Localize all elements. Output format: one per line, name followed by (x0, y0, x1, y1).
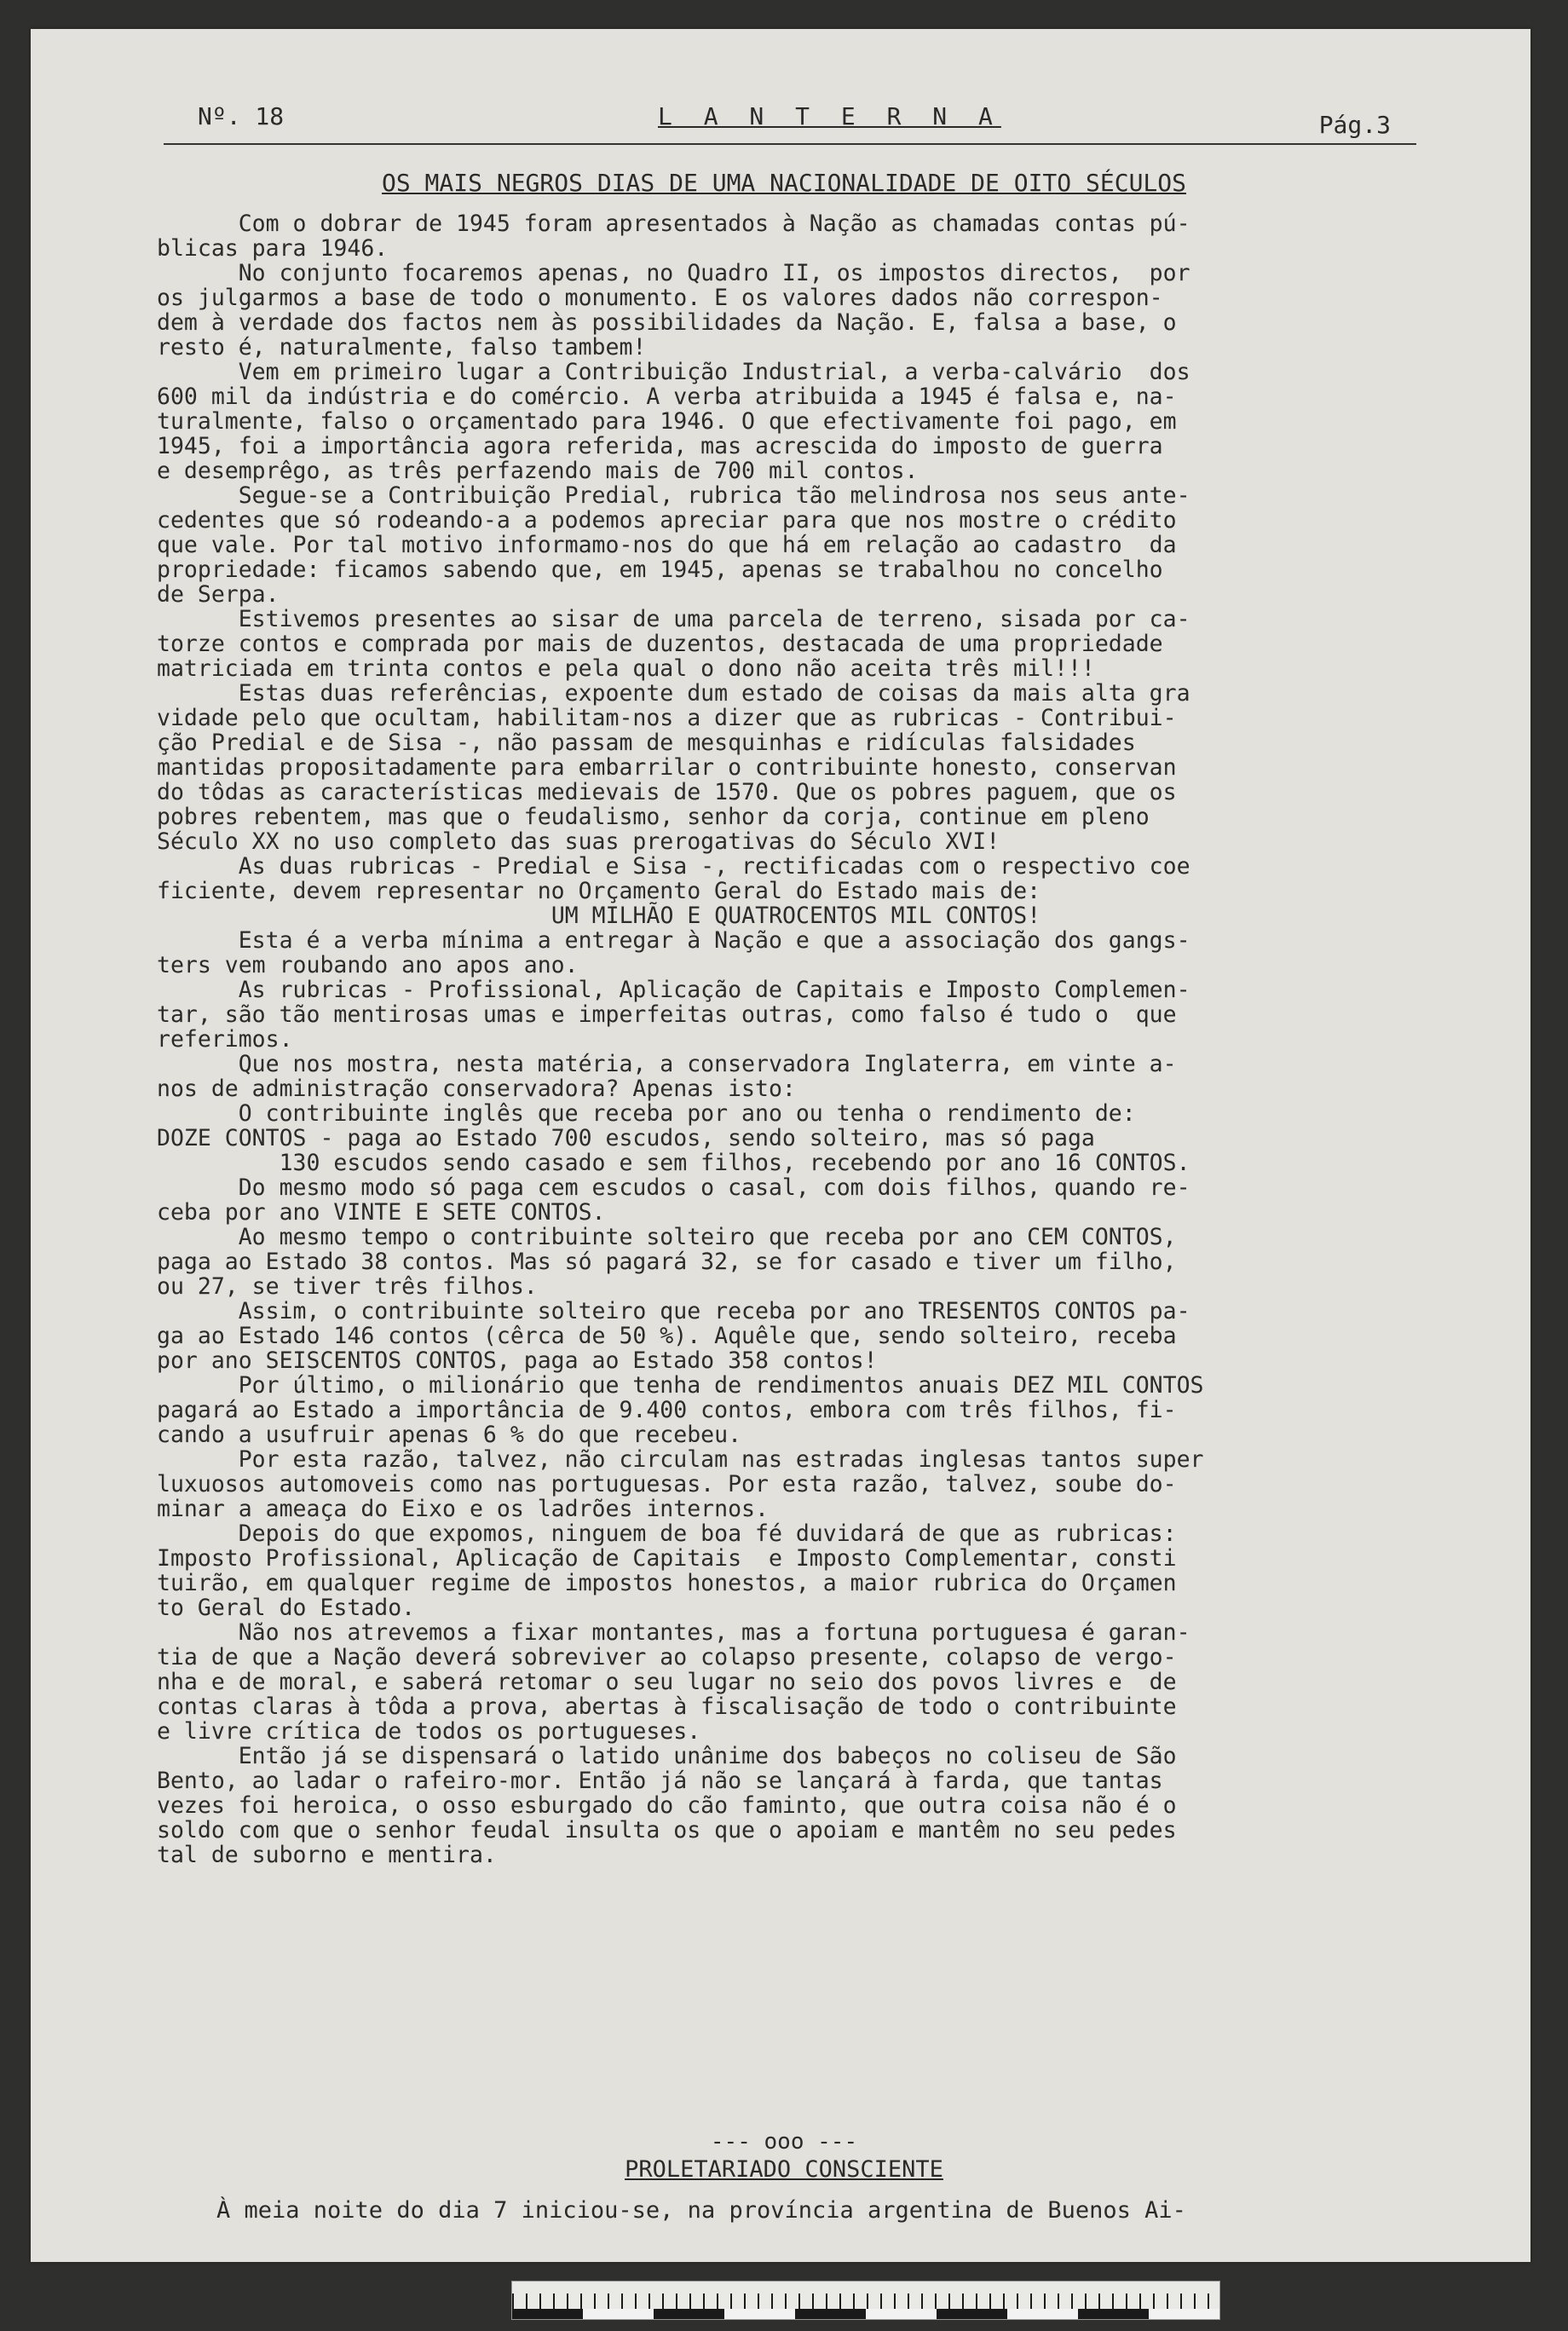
article-line: nos de administração conservadora? Apenas isto: (157, 1076, 796, 1102)
article-line: Estas duas referências, expoente dum estado de coisas da mais alta gra (157, 680, 1190, 707)
article-line: Com o dobrar de 1945 foram apresentados à Nação as chamadas contas pú- (157, 211, 1190, 237)
article-line: ceba por ano VINTE E SETE CONTOS. (157, 1199, 606, 1226)
article-line: to Geral do Estado. (157, 1595, 416, 1621)
article-line: tar, são tão mentirosas umas e imperfeitas outras, como falso é tudo o que (157, 1001, 1177, 1028)
article-line: mantidas propositadamente para embarrilar o contribuinte honesto, conservan (157, 754, 1177, 781)
article-body (157, 211, 1435, 1867)
article-line: resto é, naturalmente, falso tambem! (157, 334, 647, 361)
article-line: e desemprêgo, as três perfazendo mais de 700 mil contos. (157, 458, 919, 484)
article-line: 600 mil da indústria e do comércio. A verba atribuida a 1945 é falsa e, na- (157, 384, 1177, 410)
article-line: nha e de moral, e saberá retomar o seu lugar no seio dos povos livres e de (157, 1669, 1177, 1695)
article-line: Então já se dispensará o latido unânime dos babeços no coliseu de São (157, 1743, 1177, 1769)
article-line: blicas para 1946. (157, 235, 389, 262)
article-line: matriciada em trinta contos e pela qual o dono não aceita três mil!!! (157, 655, 1095, 682)
header-rule (164, 143, 1416, 145)
article-line: Estivemos presentes ao sisar de uma parcela de terreno, sisada por ca- (157, 606, 1190, 632)
article-line: Não nos atrevemos a fixar montantes, mas a fortuna portuguesa é garan- (157, 1619, 1190, 1646)
article-line: Do mesmo modo só paga cem escudos o casal, com dois filhos, quando re- (157, 1174, 1190, 1201)
article-line: ficiente, devem representar no Orçamento Geral do Estado mais de: (157, 878, 1041, 904)
article-line: vidade pelo que ocultam, habilitam-nos a dizer que as rubricas - Contribui- (157, 705, 1177, 731)
article-line: luxuosos automoveis como nas portuguesas. Por esta razão, talvez, soube do- (157, 1471, 1177, 1497)
article-line: Esta é a verba mínima a entregar à Nação e que a associação dos gangs- (157, 927, 1190, 954)
article-line: que vale. Por tal motivo informamo-nos do que há em relação ao cadastro da (157, 532, 1177, 558)
article-line: os julgarmos a base de todo o monumento. E os valores dados não correspon- (157, 285, 1163, 311)
article-line: minar a ameaça do Eixo e os ladrões internos. (157, 1496, 769, 1522)
article-line: Segue-se a Contribuição Predial, rubrica tão melindrosa nos seus ante- (157, 482, 1190, 509)
article-line: contas claras à tôda a prova, abertas à fiscalisação de todo o contribuinte (157, 1693, 1177, 1720)
article-line: pobres rebentem, mas que o feudalismo, senhor da corja, continue em pleno (157, 804, 1150, 830)
article-line: Que nos mostra, nesta matéria, a conservadora Inglaterra, em vinte a- (157, 1051, 1177, 1077)
article-line: Por esta razão, talvez, não circulam nas estradas inglesas tantos super (157, 1446, 1204, 1473)
article-line: do tôdas as características medievais de 1570. Que os pobres paguem, que os (157, 779, 1177, 805)
scale-ruler (511, 2281, 1220, 2320)
article-line: turalmente, falso o orçamentado para 1946. O que efectivamente foi pago, em (157, 408, 1177, 435)
article-line: 130 escudos sendo casado e sem filhos, recebendo por ano 16 CONTOS. (157, 1150, 1190, 1176)
article-line: tuirão, em qualquer regime de impostos honestos, a maior rubrica do Orçamen (157, 1570, 1177, 1596)
article-line: Depois do que expomos, ninguem de boa fé duvidará de que as rubricas: (157, 1520, 1177, 1547)
article-line: UM MILHÃO E QUATROCENTOS MIL CONTOS! (551, 903, 1041, 929)
section-separator: --- ooo --- (710, 2129, 858, 2155)
article-line: ção Predial e de Sisa -, não passam de mesquinhas e ridículas falsidades (157, 730, 1136, 756)
article-line: Vem em primeiro lugar a Contribuição Industrial, a verba-calvário dos (157, 359, 1190, 385)
article-line: As duas rubricas - Predial e Sisa -, rectificadas com o respectivo coe (157, 853, 1190, 880)
article-line: ters vem roubando ano apos ano. (157, 952, 579, 978)
article-line: dem à verdade dos factos nem às possibilidades da Nação. E, falsa a base, o (157, 309, 1177, 336)
article-line: vezes foi heroica, o osso esburgado do cão faminto, que outra coisa não é o (157, 1792, 1177, 1819)
article-line: tal de suborno e mentira. (157, 1842, 497, 1868)
article-line: soldo com que o senhor feudal insulta os que o apoiam e mantêm no seu pedes (157, 1817, 1177, 1843)
article-title: OS MAIS NEGROS DIAS DE UMA NACIONALIDADE DE OITO SÉCULOS (381, 169, 1186, 197)
article-line: tia de que a Nação deverá sobreviver ao colapso presente, colapso de vergo- (157, 1644, 1177, 1670)
article-line: No conjunto focaremos apenas, no Quadro II, os impostos directos, por (157, 260, 1190, 286)
article-line: ga ao Estado 146 contos (cêrca de 50 %). Aquêle que, sendo solteiro, receba (157, 1323, 1177, 1349)
article-line: referimos. (157, 1026, 293, 1053)
article-line: por ano SEISCENTOS CONTOS, paga ao Estado 358 contos! (157, 1347, 878, 1374)
article-line: pagará ao Estado a importância de 9.400 contos, embora com três filhos, fi- (157, 1397, 1177, 1423)
page-header (164, 77, 1416, 139)
article-line: 1945, foi a importância agora referida, mas acrescida do imposto de guerra (157, 433, 1163, 459)
article-line: DOZE CONTOS - paga ao Estado 700 escudos, sendo solteiro, mas só paga (157, 1125, 1095, 1151)
article-line: Século XX no uso completo das suas prerogativas do Século XVI! (157, 828, 1000, 855)
article-line: propriedade: ficamos sabendo que, em 1945, apenas se trabalhou no concelho (157, 557, 1163, 583)
newspaper-title: L A N T E R N A (658, 102, 1001, 130)
page-number: Pág.3 (1318, 111, 1391, 139)
article-line: cedentes que só rodeando-a a podemos apreciar para que nos mostre o crédito (157, 507, 1177, 534)
article-line: Por último, o milionário que tenha de rendimentos anuais DEZ MIL CONTOS (157, 1372, 1204, 1399)
article-line: Ao mesmo tempo o contribuinte solteiro que receba por ano CEM CONTOS, (157, 1224, 1177, 1250)
second-article-first-line: À meia noite do dia 7 iniciou-se, na província argentina de Buenos Ai- (216, 2197, 1186, 2224)
article-line: e livre crítica de todos os portugueses. (157, 1718, 701, 1745)
article-line: Assim, o contribuinte solteiro que receba por ano TRESENTOS CONTOS pa- (157, 1298, 1190, 1324)
article-line: O contribuinte inglês que receba por ano ou tenha o rendimento de: (157, 1100, 1136, 1127)
article-line: As rubricas - Profissional, Aplicação de Capitais e Imposto Complemen- (157, 977, 1190, 1003)
article-line: Imposto Profissional, Aplicação de Capitais e Imposto Complementar, consti (157, 1545, 1177, 1572)
article-line: ou 27, se tiver três filhos. (157, 1273, 538, 1300)
article-line: torze contos e comprada por mais de duzentos, destacada de uma propriedade (157, 631, 1163, 657)
article-line: de Serpa. (157, 581, 280, 608)
article-line: Bento, ao ladar o rafeiro-mor. Então já não se lançará à farda, que tantas (157, 1768, 1163, 1794)
issue-number: Nº. 18 (198, 102, 285, 130)
article-line: cando a usufruir apenas 6 % do que recebeu. (157, 1422, 742, 1448)
second-article-title: PROLETARIADO CONSCIENTE (625, 2156, 943, 2183)
article-line: paga ao Estado 38 contos. Mas só pagará 32, se for casado e tiver um filho, (157, 1249, 1177, 1275)
